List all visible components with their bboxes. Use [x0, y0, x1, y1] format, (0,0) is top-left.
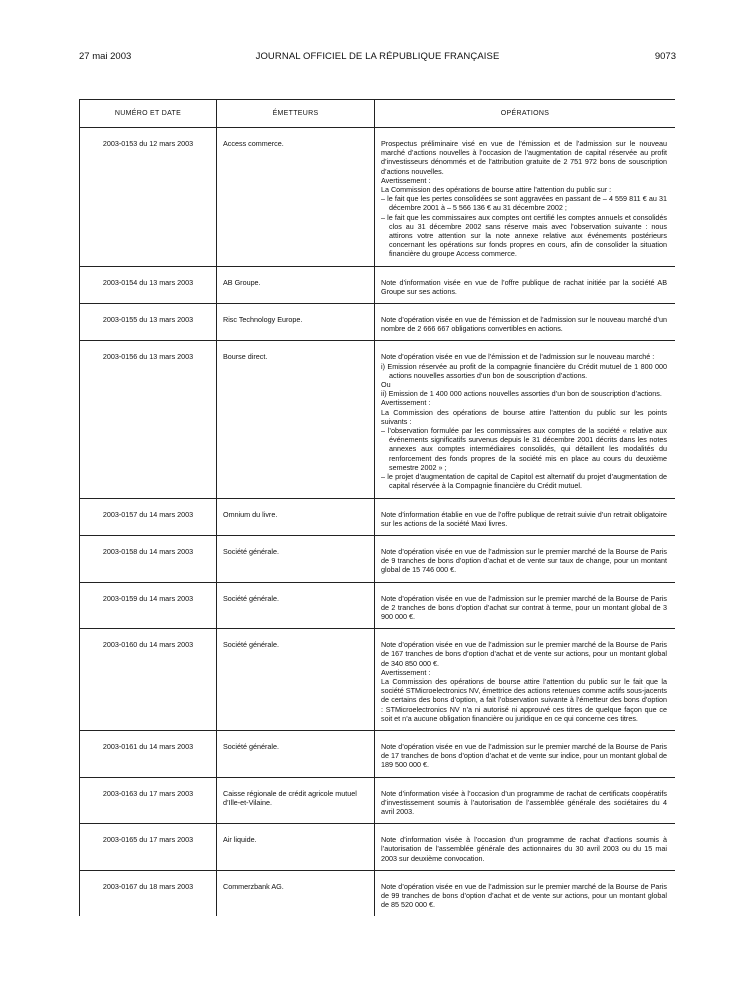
operations-table-wrapper	[79, 99, 675, 990]
operation-paragraph: Note d’opération visée en vue de l’admission sur le premier marché de la Bourse de Paris de 2 tranches de bons d’option d’achat sur contrat à terme, pour un montant global de 3 900 000 €.	[381, 593, 667, 621]
cell-number-date: 2003-0159 du 14 mars 2003	[80, 582, 217, 629]
operation-paragraph: Note d’opération visée en vue de l’émission et de l’admission sur le nouveau marché :	[381, 352, 655, 362]
cell-number-date: 2003-0155 du 13 mars 2003	[80, 304, 217, 341]
table-row	[80, 341, 676, 498]
table-header-row	[80, 100, 676, 128]
cell-number-date: 2003-0163 du 17 mars 2003	[80, 777, 217, 824]
cell-operations	[375, 629, 676, 731]
cell-number-date: 2003-0154 du 13 mars 2003	[80, 266, 217, 303]
page-number: 9073	[654, 51, 676, 62]
cell-operations	[375, 341, 676, 498]
cell-operations	[375, 535, 676, 582]
table-row	[80, 870, 676, 916]
operation-paragraph: Note d’information établie en vue de l’offre publique de retrait suivie d’un retrait obligatoire sur les actions de la société Maxi livres.	[381, 509, 667, 528]
operation-paragraph: Note d’opération visée en vue de l’admission sur le premier marché de la Bourse de Paris de 9 tranches de bons d’option d’achat et de vente sur taux de change, pour un montant global de 15 746 000 €.	[381, 546, 667, 575]
column-header-issuers: ÉMETTEURS	[217, 100, 375, 128]
table-row	[80, 498, 676, 535]
operation-paragraph: Note d’information visée en vue de l’offre publique de rachat initiée par la société AB Groupe sur ses actions.	[381, 277, 667, 296]
cell-issuer: Air liquide.	[217, 824, 375, 871]
cell-operations	[375, 777, 676, 824]
cell-issuer: Access commerce.	[217, 128, 375, 267]
cell-issuer: Société générale.	[217, 582, 375, 629]
cell-operations	[375, 304, 676, 341]
operation-paragraph: La Commission des opérations de bourse attire l’attention du public sur les points suivants :	[381, 407, 667, 426]
operation-paragraph: Note d’opération visée en vue de l’admission sur le premier marché de la Bourse de Paris de 17 tranches de bons d’option d’achat et de vente sur indice, pour un montant global de 189 500 000 €.	[381, 741, 667, 770]
cell-operations	[375, 824, 676, 871]
operation-paragraph: Avertissement :	[381, 175, 431, 185]
cell-number-date: 2003-0158 du 14 mars 2003	[80, 535, 217, 582]
table-row	[80, 824, 676, 871]
table-row	[80, 266, 676, 303]
operation-paragraph: – l’observation formulée par les commissaires aux comptes de la société « relative aux événements significatifs survenus depuis le 31 décembre 2001 décrits dans les notes annexes aux comptes intermédiaires consolidés, qui détaillent les modalités du renforcement des fonds propres de la société mis en place au cours du deuxième semestre 2002 » ;	[381, 426, 667, 472]
operation-paragraph: Note d’information visée à l’occasion d’un programme de rachat d’actions soumis à l’autorisation de l’assemblée générale des actionnaires du 30 avril 2003 ou du 15 mai 2003 sur deuxième convocation.	[381, 835, 667, 863]
cell-operations	[375, 266, 676, 303]
operation-paragraph: – le fait que les pertes consolidées se sont aggravées en passant de – 4 559 811 € au 31 décembre 2001 à – 5 566 136 € au 31 décembre 2002 ;	[381, 194, 667, 213]
table-row	[80, 629, 676, 731]
operation-paragraph: – le projet d’augmentation de capital de Capitol est alternatif du projet d’augmentation de capital réservée à la Compagnie financière du Crédit mutuel.	[381, 472, 667, 491]
journal-title: JOURNAL OFFICIEL DE LA RÉPUBLIQUE FRANÇAISE	[255, 51, 500, 62]
cell-number-date: 2003-0167 du 18 mars 2003	[80, 870, 217, 916]
cell-issuer: Société générale.	[217, 629, 375, 731]
table-row	[80, 777, 676, 824]
operation-paragraph: Note d’opération visée en vue de l’admission sur le premier marché de la Bourse de Paris de 99 tranches de bons d’option d’achat et de vente sur actions, pour un montant global de 85 520 000 €.	[381, 881, 667, 910]
operation-paragraph: La Commission des opérations de bourse attire l’attention du public sur le fait que la société STMicroelectronics NV, émettrice des actions retenues comme actifs sous-jacents de certains des bons d’option, a fait l’observation suivante à l’émetteur des bons d’option : STMicroelectronics NV n’a ni autorisé ni approuvé ces titres de quelque façon que ce soit et n’a aucune obligation financière ou juridique en ce qui concerne ces titres.	[381, 676, 667, 723]
column-header-operations: OPÉRATIONS	[375, 100, 676, 128]
cell-issuer: Risc Technology Europe.	[217, 304, 375, 341]
cell-number-date: 2003-0161 du 14 mars 2003	[80, 730, 217, 777]
cell-operations	[375, 582, 676, 629]
operations-table	[79, 99, 675, 916]
operation-paragraph: Prospectus préliminaire visé en vue de l’émission et de l’admission sur le nouveau marché d’actions nouvelles à l’occasion de l’augmentation de capital réservée au profit d’investisseurs dénommés et de l’attribution gratuite de 2 751 972 bons de souscription d’actions nouvelles.	[381, 139, 667, 176]
cell-number-date: 2003-0153 du 12 mars 2003	[80, 128, 217, 267]
operation-paragraph: Avertissement :	[381, 667, 431, 677]
operation-paragraph: Note d’information visée à l’occasion d’un programme de rachat de certificats coopératifs d’investissement soumis à l’autorisation de l’assemblée générale des sociétaires du 4 avril 2003.	[381, 788, 667, 816]
cell-issuer: Bourse direct.	[217, 341, 375, 498]
issue-date: 27 mai 2003	[79, 51, 132, 62]
cell-operations	[375, 870, 676, 916]
operation-paragraph: – le fait que les commissaires aux comptes ont certifié les comptes annuels et consolidés clos au 31 décembre 2002 sans réserve mais avec l’observation suivante : nous attirons votre attention sur la note annexe relative aux événements postérieurs concernant les opérations sur fonds propres en cours, afin de consolider la situation financière du groupe Access commerce.	[381, 212, 667, 259]
table-row	[80, 535, 676, 582]
table-row	[80, 304, 676, 341]
table-row	[80, 128, 676, 267]
operation-paragraph: Avertissement :	[381, 398, 431, 408]
table-row	[80, 730, 676, 777]
cell-number-date: 2003-0156 du 13 mars 2003	[80, 341, 217, 498]
cell-number-date: 2003-0160 du 14 mars 2003	[80, 629, 217, 731]
cell-number-date: 2003-0165 du 17 mars 2003	[80, 824, 217, 871]
operation-paragraph: Note d’opération visée en vue de l’émission et de l’admission sur le nouveau marché d’un nombre de 2 666 667 obligations convertibles en actions.	[381, 315, 667, 334]
cell-issuer: AB Groupe.	[217, 266, 375, 303]
operation-paragraph: i) Emission réservée au profit de la compagnie financière du Crédit mutuel de 1 800 000 actions nouvelles assorties d’un bon de souscription d’actions.	[381, 361, 667, 380]
table-row	[80, 582, 676, 629]
operation-paragraph: Ou	[381, 380, 391, 390]
cell-issuer: Commerzbank AG.	[217, 870, 375, 916]
cell-operations	[375, 128, 676, 267]
cell-operations	[375, 730, 676, 777]
operation-paragraph: La Commission des opérations de bourse attire l’attention du public sur :	[381, 185, 612, 195]
cell-issuer: Société générale.	[217, 535, 375, 582]
cell-issuer: Société générale.	[217, 730, 375, 777]
column-header-number-date: NUMÉRO ET DATE	[80, 100, 217, 128]
operation-paragraph: ii) Emission de 1 400 000 actions nouvelles assorties d’un bon de souscription d’actions.	[381, 389, 662, 399]
cell-issuer: Omnium du livre.	[217, 498, 375, 535]
cell-number-date: 2003-0157 du 14 mars 2003	[80, 498, 217, 535]
table-body	[80, 128, 676, 917]
operation-paragraph: Note d’opération visée en vue de l’admission sur le premier marché de la Bourse de Paris de 167 tranches de bons d’option d’achat et de vente sur actions, pour un montant global de 340 850 000 €.	[381, 640, 667, 668]
cell-issuer: Caisse régionale de crédit agricole mutuel d’Ille-et-Vilaine.	[217, 777, 375, 824]
running-head	[79, 50, 676, 64]
cell-operations	[375, 498, 676, 535]
